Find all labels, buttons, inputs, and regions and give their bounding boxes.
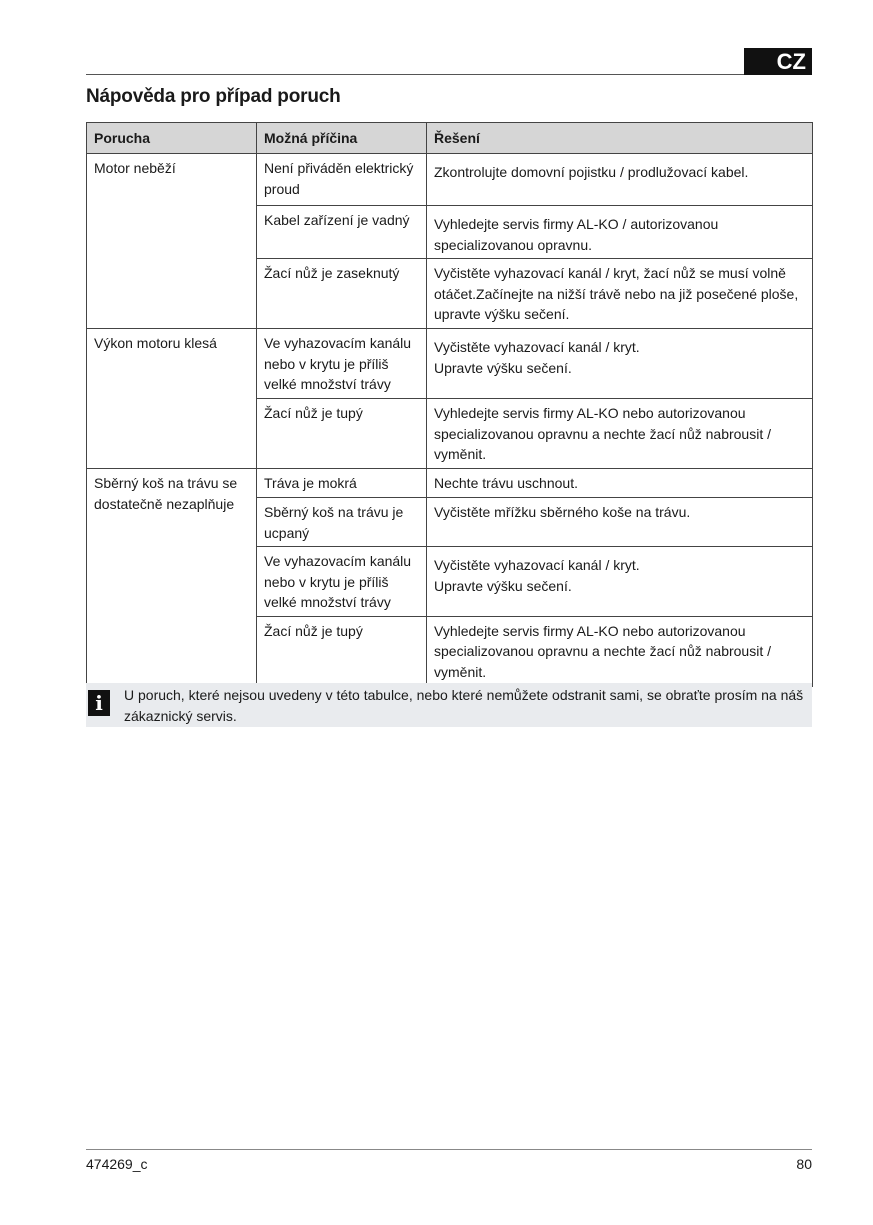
table-header-row	[87, 123, 813, 154]
fault-cell: Výkon motoru klesá	[87, 329, 257, 469]
footer-rule	[86, 1149, 812, 1150]
column-header-fault: Porucha	[87, 123, 257, 154]
cause-cell: Ve vyhazovacím kanálu nebo v krytu je příliš velké množství trávy	[257, 329, 427, 399]
cause-cell: Tráva je mokrá	[257, 469, 427, 498]
table-row	[87, 329, 813, 399]
document-number: 474269_c	[86, 1156, 148, 1172]
solution-cell: Zkontrolujte domovní pojistku / prodlužovací kabel.	[427, 154, 813, 206]
cause-cell: Ve vyhazovacím kanálu nebo v krytu je příliš velké množství trávy	[257, 547, 427, 617]
table-row	[87, 469, 813, 498]
column-header-solution: Řešení	[427, 123, 813, 154]
solution-cell: Vyčistěte vyhazovací kanál / kryt. Upravte výšku sečení.	[427, 329, 813, 399]
solution-cell: Vyhledejte servis firmy AL-KO nebo autorizovanou specializovanou opravnu a nechte žací nůž nabrousit / vyměnit.	[427, 399, 813, 469]
solution-cell: Vyčistěte mřížku sběrného koše na trávu.	[427, 498, 813, 547]
header-rule	[86, 74, 812, 75]
cause-cell: Sběrný koš na trávu je ucpaný	[257, 498, 427, 547]
solution-cell: Vyčistěte vyhazovací kanál / kryt. Upravte výšku sečení.	[427, 547, 813, 617]
fault-cell: Motor neběží	[87, 154, 257, 329]
solution-cell: Vyhledejte servis firmy AL-KO / autorizovanou specializovanou opravnu.	[427, 206, 813, 259]
fault-cell: Sběrný koš na trávu se dostatečně nezaplňuje	[87, 469, 257, 687]
cause-cell: Kabel zařízení je vadný	[257, 206, 427, 259]
cause-cell: Žací nůž je tupý	[257, 399, 427, 469]
language-tab: CZ	[744, 48, 812, 75]
info-note	[86, 683, 812, 727]
column-header-cause: Možná příčina	[257, 123, 427, 154]
solution-cell: Nechte trávu uschnout.	[427, 469, 813, 498]
solution-cell: Vyčistěte vyhazovací kanál / kryt, žací nůž se musí volně otáčet.Začínejte na nižší trávě nebo na již posečené ploše, upravte výšku sečení.	[427, 259, 813, 329]
page-number: 80	[796, 1156, 812, 1172]
cause-cell: Není přiváděn elektrický proud	[257, 154, 427, 206]
solution-cell: Vyhledejte servis firmy AL-KO nebo autorizovanou specializovanou opravnu a nechte žací nůž nabrousit / vyměnit.	[427, 616, 813, 686]
cause-cell: Žací nůž je zaseknutý	[257, 259, 427, 329]
info-note-text: U poruch, které nejsou uvedeny v této tabulce, nebo které nemůžete odstranit sami, se obraťte prosím na náš zákaznický servis.	[124, 687, 804, 724]
info-icon: i	[88, 690, 110, 716]
troubleshooting-table	[86, 122, 813, 687]
table-row	[87, 154, 813, 206]
page-title: Nápověda pro případ poruch	[86, 86, 341, 107]
cause-cell: Žací nůž je tupý	[257, 616, 427, 686]
